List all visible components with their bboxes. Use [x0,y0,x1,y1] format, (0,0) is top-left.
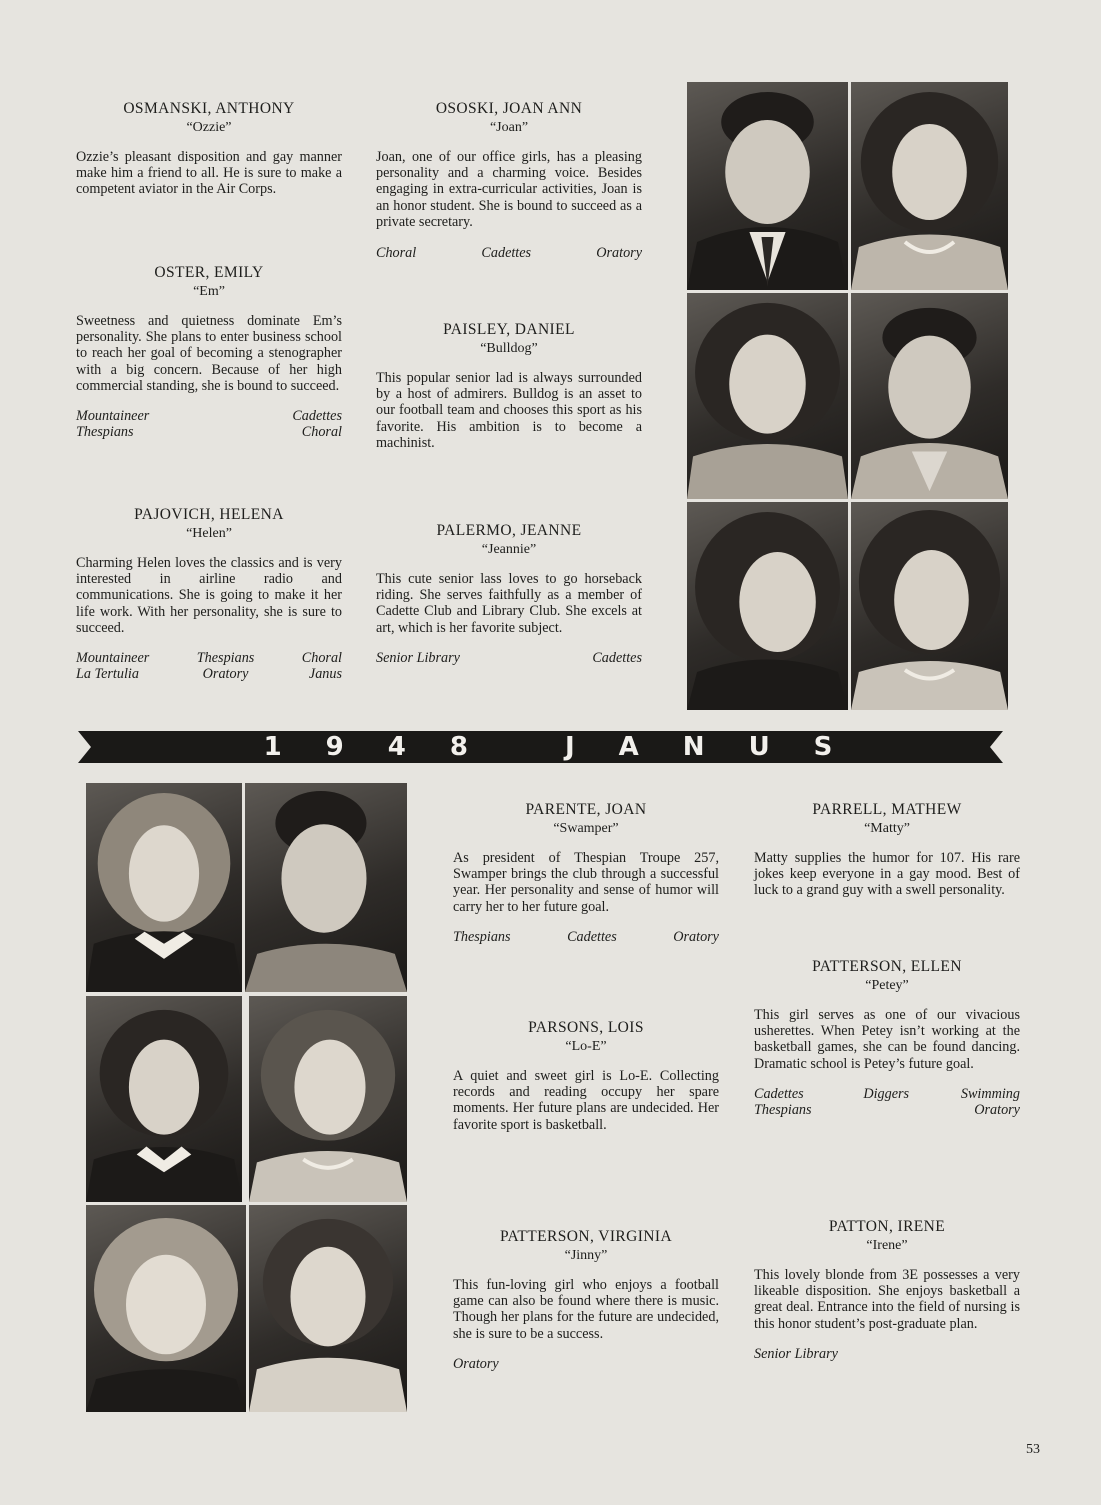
student-name: PAISLEY, DANIEL [443,321,575,338]
student-entry-ososki [376,99,642,261]
student-nickname: “Ozzie” [186,120,232,135]
activity: Mountaineer [76,408,150,425]
portrait-photo [687,293,848,499]
student-nickname: “Helen” [186,526,232,541]
activity: Cadettes [754,1085,804,1102]
portrait-photo [249,1205,407,1412]
activity: Choral [376,245,417,262]
student-entry-parsons [453,1018,719,1133]
student-nickname: “Irene” [866,1238,908,1253]
portrait-photo [245,783,407,992]
student-description: Joan, one of our office girls, has a pleasing personality and a charming voice. Besides engaging in extra-curricular activities, Joan is an honor student. She is bound to succeed as a private secretary. [376,149,642,230]
activities-list [754,1346,1020,1362]
student-nickname: “Lo-E” [565,1039,607,1054]
activity: La Tertulia [76,666,139,683]
activity: Oratory [202,666,249,683]
student-name: OSOSKI, JOAN ANN [435,100,583,117]
activity: Cadettes [292,408,342,425]
student-name: PATTERSON, ELLEN [812,958,962,975]
student-entry-oster [76,263,342,440]
student-nickname: “Matty” [864,821,910,836]
portrait-photo [249,996,407,1202]
portrait-photo [851,502,1008,710]
student-name: OSTER, EMILY [154,264,264,281]
student-nickname: “Joan” [489,120,529,135]
student-description: Charming Helen loves the classics and is very interested in airline radio and communications. She is going to make it her life work. With her personality, she is sure to succeed. [76,555,342,636]
student-nickname: “Jinny” [564,1248,608,1263]
student-entry-paisley [376,320,642,451]
activity: Senior Library [754,1345,838,1362]
student-name: PATTON, IRENE [828,1218,946,1235]
student-entry-osmanski [76,99,342,198]
student-nickname: “Petey” [865,978,909,993]
portrait-photo [687,82,848,290]
student-description: As president of Thespian Troupe 257, Swamper brings the club through a successful year. Her personality and sense of humor will carry her to her future goal. [453,850,719,915]
student-description: Matty supplies the humor for 107. His rare jokes keep everyone in a gay mood. Best of luck to a grand guy with a swell personality. [754,850,1020,899]
activity: Choral [301,424,342,441]
student-name: OSMANSKI, ANTHONY [123,100,295,117]
activity: Choral [301,650,342,667]
student-description: Ozzie’s pleasant disposition and gay manner make him a friend to all. He is sure to make a competent aviator in the Air Corps. [76,149,342,198]
activity: Diggers [863,1085,910,1102]
activity: Oratory [596,245,642,262]
student-entry-patton [754,1217,1020,1362]
portrait-photo [851,293,1008,499]
portrait-photo [86,996,242,1202]
activity: Janus [308,666,342,683]
student-nickname: “Bulldog” [480,341,538,356]
student-nickname: “Jeannie” [481,542,537,557]
activity: Thespians [196,650,255,667]
activities-list [76,650,342,682]
activities-list [453,929,719,945]
student-description: This cute senior lass loves to go horseback riding. She serves faithfully as a member of Cadette Club and Library Club. She excels at art, which is her favorite subject. [376,571,642,636]
student-description: This fun-loving girl who enjoys a football game can also be found where there is music. Though her plans for the future are undecided, she is sure to be a success. [453,1277,719,1342]
student-entry-palermo [376,521,642,666]
portrait-photo [86,783,242,992]
activity: Thespians [754,1101,812,1118]
activity: Mountaineer [76,650,150,667]
student-name: PARRELL, MATHEW [812,801,962,818]
activities-list [754,1086,1020,1118]
activities-list [76,408,342,440]
activity: Oratory [453,1355,499,1372]
page-number: 53 [1026,1442,1040,1457]
student-name: PALERMO, JEANNE [436,522,582,539]
student-name: PAJOVICH, HELENA [134,506,284,523]
portrait-photo [687,502,848,710]
yearbook-banner [78,731,1018,763]
activity: Cadettes [481,245,532,262]
student-description: Sweetness and quietness dominate Em’s personality. She plans to enter business school to reach her goal of becoming a stenographer with a big concern. Because of her high commercial standing, she is bound to succeed. [76,313,342,394]
student-entry-patterson-ellen [754,957,1020,1118]
activity: Swimming [960,1085,1020,1102]
activity: Senior Library [376,649,460,666]
student-nickname: “Swamper” [553,821,619,836]
activity: Thespians [453,928,511,945]
student-name: PARSONS, LOIS [528,1019,644,1036]
activity: Oratory [673,928,719,945]
student-entry-parente [453,800,719,945]
student-entry-parrell [754,800,1020,899]
student-entry-patterson-virginia [453,1227,719,1372]
activity: Cadettes [592,649,642,666]
portrait-photo [851,82,1008,290]
student-nickname: “Em” [193,284,225,299]
student-entry-pajovich [76,505,342,682]
activities-list [376,650,642,666]
student-description: A quiet and sweet girl is Lo-E. Collecting records and reading occupy her spare moments. Her future plans are undecided. Her favorite sport is basketball. [453,1068,719,1133]
activities-list [453,1356,719,1372]
student-description: This lovely blonde from 3E possesses a very likeable disposition. She enjoys basketball a great deal. Entrance into the field of nursing is this honor student’s post-graduate plan. [754,1267,1020,1332]
portrait-photo [86,1205,246,1412]
activity: Thespians [76,424,134,441]
student-name: PARENTE, JOAN [525,801,647,818]
activity: Cadettes [567,928,617,945]
activity: Oratory [974,1101,1020,1118]
student-description: This popular senior lad is always surrounded by a host of admirers. Bulldog is an asset to our football team and chooses this sport as his favorite. His ambition is to become a machinist. [376,370,642,451]
student-description: This girl serves as one of our vivacious usherettes. When Petey isn’t working at the basketball games, she can be found dancing. Dramatic school is Petey’s future goal. [754,1007,1020,1072]
banner-title: 1948 JANUS [263,732,877,762]
student-name: PATTERSON, VIRGINIA [499,1228,673,1245]
activities-list [376,245,642,261]
